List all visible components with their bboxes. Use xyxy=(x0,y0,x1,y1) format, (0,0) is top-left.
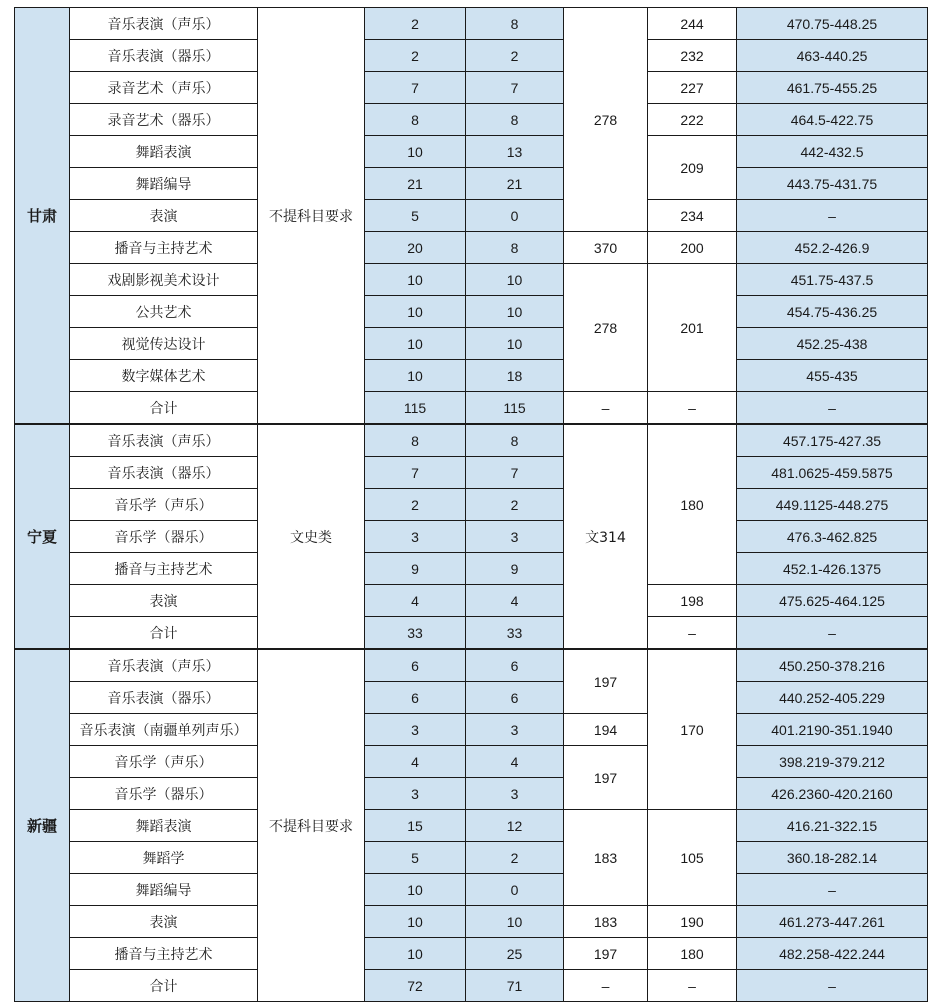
pro-line-cell: 180 xyxy=(648,424,737,585)
culture-line-cell: 文314 xyxy=(564,424,648,649)
table-row xyxy=(15,168,928,200)
table-row xyxy=(15,649,928,682)
admitted-cell: 18 xyxy=(466,360,564,392)
table-row xyxy=(15,200,928,232)
major-cell: 表演 xyxy=(70,200,258,232)
major-cell: 录音艺术（声乐） xyxy=(70,72,258,104)
plan-cell: 8 xyxy=(365,424,466,457)
major-cell: 表演 xyxy=(70,585,258,617)
pro-line-cell: – xyxy=(648,617,737,650)
major-cell: 播音与主持艺术 xyxy=(70,232,258,264)
table-row xyxy=(15,970,928,1002)
plan-cell: 10 xyxy=(365,296,466,328)
plan-cell: 3 xyxy=(365,714,466,746)
plan-cell: 5 xyxy=(365,200,466,232)
admitted-cell: 0 xyxy=(466,874,564,906)
admitted-cell: 8 xyxy=(466,424,564,457)
province-cell: 宁夏 xyxy=(15,424,70,649)
score-range-cell: – xyxy=(737,970,928,1002)
plan-cell: 20 xyxy=(365,232,466,264)
plan-cell: 10 xyxy=(365,328,466,360)
plan-cell: 6 xyxy=(365,682,466,714)
table-row xyxy=(15,874,928,906)
culture-line-cell: 278 xyxy=(564,264,648,392)
admitted-cell: 12 xyxy=(466,810,564,842)
plan-cell: 10 xyxy=(365,136,466,168)
score-range-cell: – xyxy=(737,392,928,425)
table-row xyxy=(15,682,928,714)
score-range-cell: 452.2-426.9 xyxy=(737,232,928,264)
plan-total-cell: 72 xyxy=(365,970,466,1002)
admitted-cell: 3 xyxy=(466,714,564,746)
table-row xyxy=(15,424,928,457)
plan-cell: 2 xyxy=(365,40,466,72)
admitted-cell: 6 xyxy=(466,649,564,682)
table-row xyxy=(15,553,928,585)
table-row xyxy=(15,585,928,617)
admitted-cell: 10 xyxy=(466,328,564,360)
score-range-cell: 451.75-437.5 xyxy=(737,264,928,296)
table-row xyxy=(15,938,928,970)
admitted-cell: 8 xyxy=(466,8,564,40)
pro-line-cell: 244 xyxy=(648,8,737,40)
requirement-cell: 不提科目要求 xyxy=(258,649,365,1002)
admitted-cell: 4 xyxy=(466,585,564,617)
pro-line-cell: 201 xyxy=(648,264,737,392)
admitted-cell: 0 xyxy=(466,200,564,232)
score-range-cell: 426.2360-420.2160 xyxy=(737,778,928,810)
score-range-cell: 442-432.5 xyxy=(737,136,928,168)
score-range-cell: 416.21-322.15 xyxy=(737,810,928,842)
admitted-cell: 4 xyxy=(466,746,564,778)
admitted-cell: 7 xyxy=(466,457,564,489)
plan-cell: 3 xyxy=(365,778,466,810)
major-cell: 戏剧影视美术设计 xyxy=(70,264,258,296)
plan-cell: 5 xyxy=(365,842,466,874)
major-cell: 舞蹈编导 xyxy=(70,874,258,906)
admitted-cell: 2 xyxy=(466,489,564,521)
major-cell: 舞蹈表演 xyxy=(70,136,258,168)
plan-cell: 3 xyxy=(365,521,466,553)
score-range-cell: 452.1-426.1375 xyxy=(737,553,928,585)
score-range-cell: 443.75-431.75 xyxy=(737,168,928,200)
table-row xyxy=(15,8,928,40)
plan-cell: 4 xyxy=(365,585,466,617)
culture-line-cell: 183 xyxy=(564,906,648,938)
pro-line-cell: 105 xyxy=(648,810,737,906)
table-row xyxy=(15,489,928,521)
admitted-cell: 8 xyxy=(466,232,564,264)
score-range-cell: 398.219-379.212 xyxy=(737,746,928,778)
score-range-cell: 476.3-462.825 xyxy=(737,521,928,553)
score-range-cell: 457.175-427.35 xyxy=(737,424,928,457)
culture-line-cell: 197 xyxy=(564,938,648,970)
plan-cell: 10 xyxy=(365,906,466,938)
major-cell: 表演 xyxy=(70,906,258,938)
score-range-cell: 449.1125-448.275 xyxy=(737,489,928,521)
score-range-cell: 482.258-422.244 xyxy=(737,938,928,970)
admitted-cell: 3 xyxy=(466,521,564,553)
score-range-cell: 481.0625-459.5875 xyxy=(737,457,928,489)
table-row xyxy=(15,392,928,425)
culture-line-cell: 197 xyxy=(564,649,648,714)
pro-line-cell: 190 xyxy=(648,906,737,938)
admitted-cell: 7 xyxy=(466,72,564,104)
major-cell: 音乐表演（器乐） xyxy=(70,457,258,489)
pro-line-cell: 232 xyxy=(648,40,737,72)
table-row xyxy=(15,40,928,72)
pro-line-cell: 222 xyxy=(648,104,737,136)
major-cell: 音乐学（声乐） xyxy=(70,746,258,778)
table-row xyxy=(15,264,928,296)
admitted-cell: 6 xyxy=(466,682,564,714)
admitted-cell: 3 xyxy=(466,778,564,810)
major-cell: 音乐表演（声乐） xyxy=(70,649,258,682)
major-cell: 音乐表演（声乐） xyxy=(70,8,258,40)
major-cell: 音乐学（器乐） xyxy=(70,778,258,810)
major-cell: 舞蹈编导 xyxy=(70,168,258,200)
plan-cell: 7 xyxy=(365,72,466,104)
score-range-cell: 461.75-455.25 xyxy=(737,72,928,104)
score-range-cell: 454.75-436.25 xyxy=(737,296,928,328)
score-range-cell: 452.25-438 xyxy=(737,328,928,360)
score-range-cell: 475.625-464.125 xyxy=(737,585,928,617)
culture-line-cell: – xyxy=(564,392,648,425)
admitted-cell: 10 xyxy=(466,906,564,938)
table-row xyxy=(15,617,928,650)
table-row xyxy=(15,810,928,842)
table-body xyxy=(15,8,928,1002)
admitted-cell: 25 xyxy=(466,938,564,970)
major-cell: 音乐表演（器乐） xyxy=(70,40,258,72)
major-cell: 音乐表演（南疆单列声乐） xyxy=(70,714,258,746)
admitted-cell: 2 xyxy=(466,842,564,874)
admitted-cell: 13 xyxy=(466,136,564,168)
major-cell: 音乐表演（声乐） xyxy=(70,424,258,457)
culture-line-cell: 183 xyxy=(564,810,648,906)
score-range-cell: 455-435 xyxy=(737,360,928,392)
table-row xyxy=(15,906,928,938)
admitted-total-cell: 71 xyxy=(466,970,564,1002)
plan-cell: 10 xyxy=(365,938,466,970)
table-row xyxy=(15,457,928,489)
admitted-total-cell: 33 xyxy=(466,617,564,650)
score-range-cell: 401.2190-351.1940 xyxy=(737,714,928,746)
plan-total-cell: 115 xyxy=(365,392,466,425)
major-cell: 音乐学（器乐） xyxy=(70,521,258,553)
admitted-cell: 21 xyxy=(466,168,564,200)
pro-line-cell: – xyxy=(648,392,737,425)
plan-cell: 9 xyxy=(365,553,466,585)
score-range-cell: – xyxy=(737,617,928,650)
major-cell: 音乐表演（器乐） xyxy=(70,682,258,714)
major-cell: 数字媒体艺术 xyxy=(70,360,258,392)
pro-line-cell: 180 xyxy=(648,938,737,970)
pro-line-cell: 200 xyxy=(648,232,737,264)
culture-line-cell: 194 xyxy=(564,714,648,746)
requirement-cell: 文史类 xyxy=(258,424,365,649)
score-range-cell: 461.273-447.261 xyxy=(737,906,928,938)
total-label-cell: 合计 xyxy=(70,392,258,425)
major-cell: 舞蹈表演 xyxy=(70,810,258,842)
admitted-cell: 10 xyxy=(466,296,564,328)
pro-line-cell: – xyxy=(648,970,737,1002)
plan-cell: 4 xyxy=(365,746,466,778)
requirement-cell: 不提科目要求 xyxy=(258,8,365,425)
pro-line-cell: 209 xyxy=(648,136,737,200)
major-cell: 播音与主持艺术 xyxy=(70,938,258,970)
score-range-cell: 450.250-378.216 xyxy=(737,649,928,682)
table-row xyxy=(15,842,928,874)
admitted-cell: 2 xyxy=(466,40,564,72)
pro-line-cell: 170 xyxy=(648,649,737,810)
admitted-total-cell: 115 xyxy=(466,392,564,425)
admitted-cell: 10 xyxy=(466,264,564,296)
plan-cell: 10 xyxy=(365,874,466,906)
table-row xyxy=(15,328,928,360)
total-label-cell: 合计 xyxy=(70,617,258,650)
score-range-cell: 360.18-282.14 xyxy=(737,842,928,874)
score-range-cell: 470.75-448.25 xyxy=(737,8,928,40)
total-label-cell: 合计 xyxy=(70,970,258,1002)
score-range-cell: – xyxy=(737,874,928,906)
table-row xyxy=(15,746,928,778)
major-cell: 视觉传达设计 xyxy=(70,328,258,360)
table-row xyxy=(15,232,928,264)
table-row xyxy=(15,521,928,553)
plan-cell: 10 xyxy=(365,264,466,296)
culture-line-cell: – xyxy=(564,970,648,1002)
table-row xyxy=(15,104,928,136)
table-row xyxy=(15,714,928,746)
culture-line-cell: 197 xyxy=(564,746,648,810)
plan-cell: 7 xyxy=(365,457,466,489)
table-row xyxy=(15,778,928,810)
pro-line-cell: 234 xyxy=(648,200,737,232)
table-row xyxy=(15,136,928,168)
plan-cell: 21 xyxy=(365,168,466,200)
score-range-cell: 440.252-405.229 xyxy=(737,682,928,714)
table-row xyxy=(15,360,928,392)
major-cell: 录音艺术（器乐） xyxy=(70,104,258,136)
plan-cell: 15 xyxy=(365,810,466,842)
major-cell: 播音与主持艺术 xyxy=(70,553,258,585)
admission-table xyxy=(14,7,928,1002)
plan-cell: 6 xyxy=(365,649,466,682)
culture-line-cell: 278 xyxy=(564,8,648,232)
score-range-cell: 464.5-422.75 xyxy=(737,104,928,136)
plan-cell: 2 xyxy=(365,8,466,40)
table-row xyxy=(15,72,928,104)
admitted-cell: 9 xyxy=(466,553,564,585)
plan-cell: 2 xyxy=(365,489,466,521)
major-cell: 公共艺术 xyxy=(70,296,258,328)
pro-line-cell: 227 xyxy=(648,72,737,104)
score-range-cell: 463-440.25 xyxy=(737,40,928,72)
major-cell: 舞蹈学 xyxy=(70,842,258,874)
province-cell: 甘肃 xyxy=(15,8,70,425)
score-range-cell: – xyxy=(737,200,928,232)
table-row xyxy=(15,296,928,328)
plan-cell: 10 xyxy=(365,360,466,392)
pro-line-cell: 198 xyxy=(648,585,737,617)
admitted-cell: 8 xyxy=(466,104,564,136)
plan-total-cell: 33 xyxy=(365,617,466,650)
major-cell: 音乐学（声乐） xyxy=(70,489,258,521)
plan-cell: 8 xyxy=(365,104,466,136)
province-cell: 新疆 xyxy=(15,649,70,1002)
culture-line-cell: 370 xyxy=(564,232,648,264)
